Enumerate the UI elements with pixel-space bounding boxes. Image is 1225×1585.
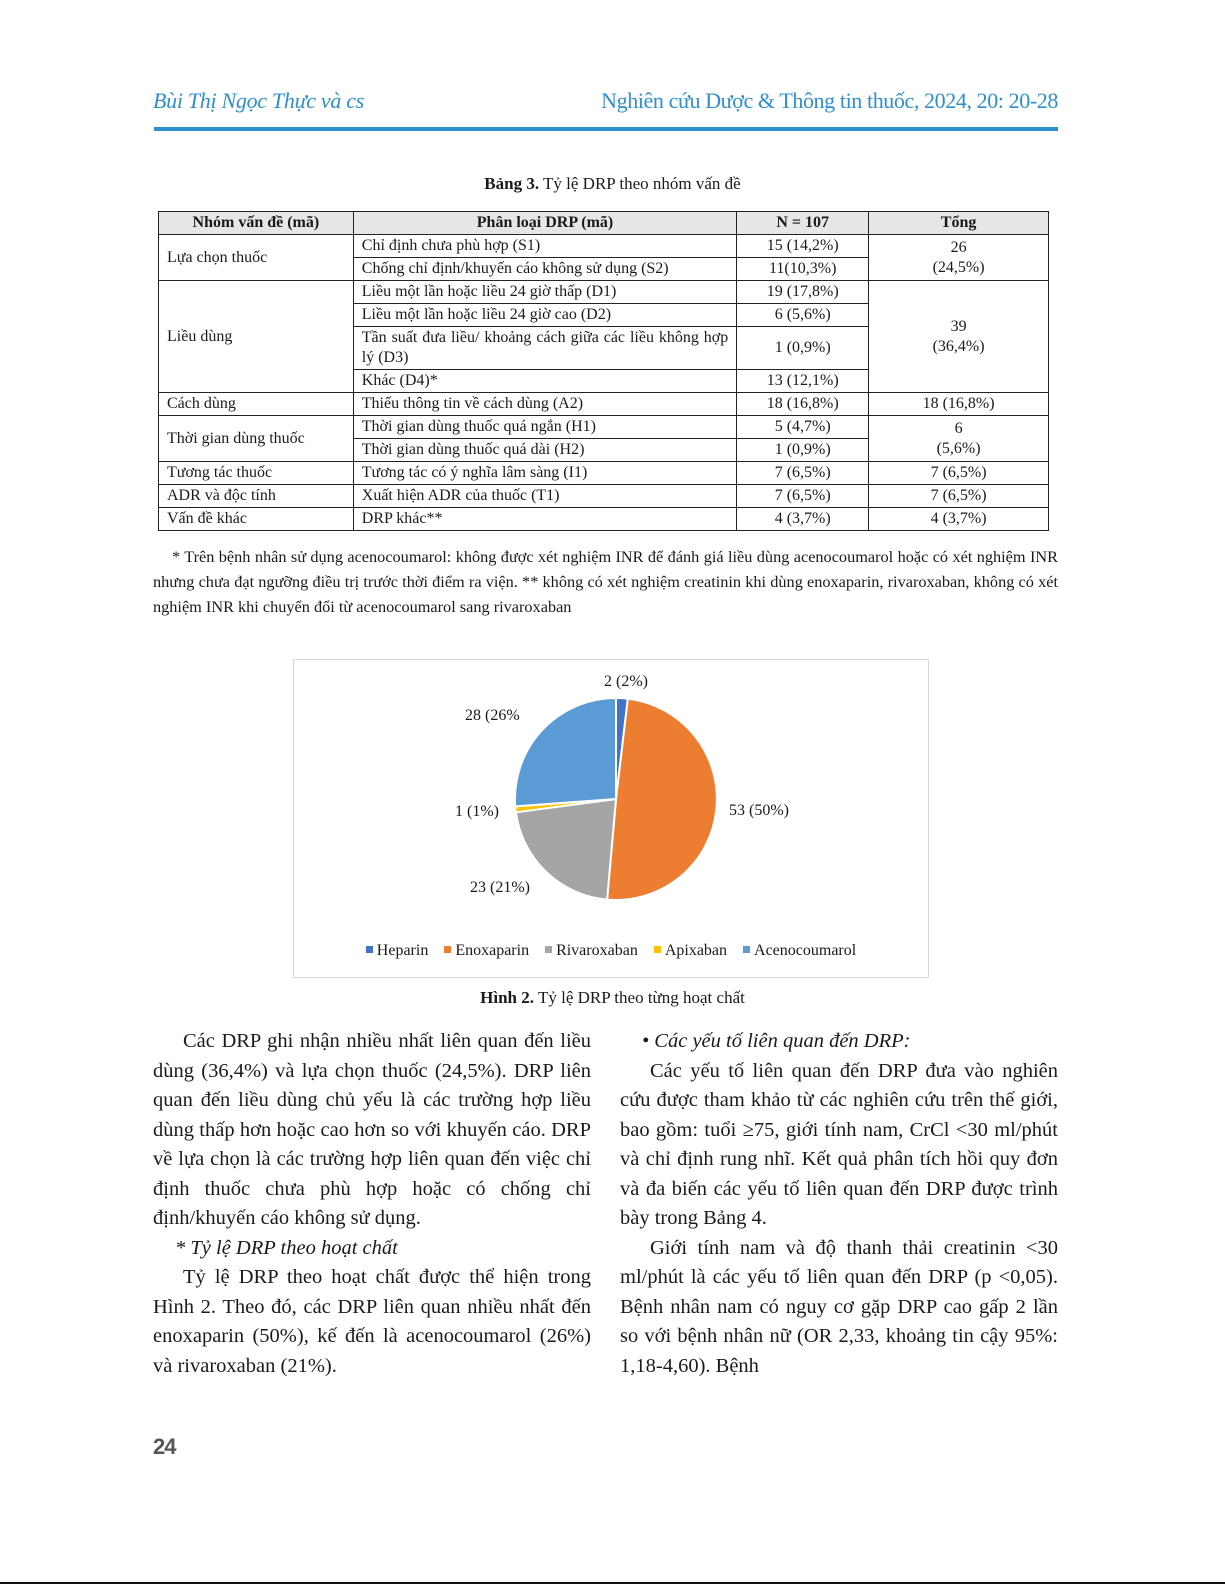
table-row xyxy=(159,416,1049,439)
drp-type-cell: Liều một lần hoặc liều 24 giờ cao (D2) xyxy=(353,304,737,327)
subheading: • Các yếu tố liên quan đến DRP: xyxy=(642,1030,911,1052)
legend-label: Heparin xyxy=(376,942,429,959)
count-cell: 1 (0,9%) xyxy=(737,439,869,462)
running-head-authors: Bùi Thị Ngọc Thực và cs xyxy=(153,88,365,113)
table-caption-label: Bảng 3. xyxy=(484,174,540,193)
legend-item-rivaroxaban xyxy=(545,942,638,960)
figure-caption xyxy=(0,988,1225,1008)
pie-slice-acenocoumarol xyxy=(515,698,616,806)
legend-swatch-icon xyxy=(366,946,373,953)
pie-slice-rivaroxaban xyxy=(516,799,616,900)
count-cell: 11(10,3%) xyxy=(737,258,869,281)
legend-item-heparin xyxy=(366,942,429,960)
figure-caption-label: Hình 2. xyxy=(480,988,535,1007)
legend-swatch-icon xyxy=(444,946,451,953)
count-cell: 1 (0,9%) xyxy=(737,327,869,370)
drp-type-cell: Thiếu thông tin về cách dùng (A2) xyxy=(353,393,737,416)
group-cell: Tương tác thuốc xyxy=(159,462,354,485)
group-cell: Liều dùng xyxy=(159,281,354,393)
drp-type-cell: Tương tác có ý nghĩa lâm sàng (I1) xyxy=(353,462,737,485)
total-cell: 7 (6,5%) xyxy=(869,485,1049,508)
paragraph: Giới tính nam và độ thanh thải creatinin <30 ml/phút là các yếu tố liên quan đến DRP (p <0,05). Bệnh nhân nam có nguy cơ gặp DRP cao gấp 2 lần so với bệnh nhân nữ (OR 2,33, khoảng tin cậy 95%: 1,18-4,60). Bệnh xyxy=(620,1236,1058,1377)
total-percent: (5,6%) xyxy=(936,439,981,457)
table-caption xyxy=(0,174,1225,194)
table-header-row xyxy=(159,212,1049,235)
count-cell: 19 (17,8%) xyxy=(737,281,869,304)
count-cell: 7 (6,5%) xyxy=(737,485,869,508)
legend-item-apixaban xyxy=(654,942,727,960)
drp-table xyxy=(158,211,1049,531)
pie-chart xyxy=(294,660,928,977)
figure-caption-text: Tỷ lệ DRP theo từng hoạt chất xyxy=(534,988,745,1007)
table-footnote: * Trên bệnh nhân sử dụng acenocoumarol: không được xét nghiệm INR để đánh giá liều dùng acenocoumarol hoặc có xét nghiệm INR nhưng chưa đạt ngưỡng điều trị trước thời điểm ra viện. ** không có xét nghiệm creatinin khi dùng enoxaparin, rivaroxaban, không có xét nghiệm INR khi chuyển đổi từ acenocoumarol sang rivaroxaban xyxy=(153,547,1058,616)
count-cell: 5 (4,7%) xyxy=(737,416,869,439)
total-cell: 7 (6,5%) xyxy=(869,462,1049,485)
count-cell: 15 (14,2%) xyxy=(737,235,869,258)
legend-label: Apixaban xyxy=(664,942,728,959)
legend-item-enoxaparin xyxy=(444,942,529,960)
legend-label: Rivaroxaban xyxy=(556,942,638,959)
column-header-total: Tổng xyxy=(869,212,1049,235)
chart-legend xyxy=(294,942,928,960)
running-head-journal: Nghiên cứu Dược & Thông tin thuốc, 2024, 20: 20-28 xyxy=(601,88,1058,113)
drp-type-cell: Liều một lần hoặc liều 24 giờ thấp (D1) xyxy=(353,281,737,304)
data-label-rivaroxaban: 23 (21%) xyxy=(470,879,530,896)
table-row xyxy=(159,393,1049,416)
legend-swatch-icon xyxy=(743,946,750,953)
total-cell: 4 (3,7%) xyxy=(869,508,1049,531)
drp-type-cell: Khác (D4)* xyxy=(353,370,737,393)
total-percent: (24,5%) xyxy=(932,258,985,276)
drp-type-cell: Tần suất đưa liều/ khoảng cách giữa các liều không hợp lý (D3) xyxy=(353,327,737,370)
group-cell: Vấn đề khác xyxy=(159,508,354,531)
table-row xyxy=(159,235,1049,258)
count-cell: 6 (5,6%) xyxy=(737,304,869,327)
drp-type-cell: Xuất hiện ADR của thuốc (T1) xyxy=(353,485,737,508)
bottom-rule xyxy=(0,1582,1225,1584)
count-cell: 7 (6,5%) xyxy=(737,462,869,485)
paragraph: Các yếu tố liên quan đến DRP đưa vào nghiên cứu được tham khảo từ các nghiên cứu trên thế giới, bao gồm: tuổi ≥75, giới tính nam, CrCl <30 ml/phút và chỉ định rung nhĩ. Kết quả phân tích hồi quy đơn và đa biến các yếu tố liên quan đến DRP được trình bày trong Bảng 4. xyxy=(620,1059,1058,1229)
column-header-classification: Phân loại DRP (mã) xyxy=(353,212,737,235)
subheading: * Tỷ lệ DRP theo hoạt chất xyxy=(175,1236,398,1259)
group-cell: Cách dùng xyxy=(159,393,354,416)
group-cell: Lựa chọn thuốc xyxy=(159,235,354,281)
page-number: 24 xyxy=(153,1434,176,1459)
table-caption-text: Tỷ lệ DRP theo nhóm vấn đề xyxy=(539,174,741,193)
data-label-apixaban: 1 (1%) xyxy=(455,803,499,820)
total-count: 39 xyxy=(950,317,967,335)
total-count: 6 xyxy=(954,419,963,437)
table-row xyxy=(159,485,1049,508)
drp-type-cell: Thời gian dùng thuốc quá dài (H2) xyxy=(353,439,737,462)
total-percent: (36,4%) xyxy=(932,337,985,355)
legend-label: Enoxaparin xyxy=(455,942,530,959)
drp-type-cell: Chỉ định chưa phù hợp (S1) xyxy=(353,235,737,258)
count-cell: 18 (16,8%) xyxy=(737,393,869,416)
table-row xyxy=(159,281,1049,304)
drp-type-cell: Chống chỉ định/khuyến cáo không sử dụng (S2) xyxy=(353,258,737,281)
body-column-left xyxy=(153,1027,591,1381)
data-label-heparin: 2 (2%) xyxy=(604,673,648,690)
legend-swatch-icon xyxy=(545,946,552,953)
legend-swatch-icon xyxy=(654,946,661,953)
paragraph: Tỷ lệ DRP theo hoạt chất được thể hiện trong Hình 2. Theo đó, các DRP liên quan nhiều nhất đến enoxaparin (50%), kế đến là acenocoumarol (26%) và rivaroxaban (21%). xyxy=(153,1266,591,1377)
table-row xyxy=(159,508,1049,531)
total-cell xyxy=(869,235,1049,281)
legend-label: Acenocoumarol xyxy=(754,942,857,959)
data-label-acenocoumarol: 28 (26% xyxy=(465,707,520,724)
legend-item-acenocoumarol xyxy=(743,942,856,960)
data-label-enoxaparin: 53 (50%) xyxy=(729,802,789,819)
total-cell: 18 (16,8%) xyxy=(869,393,1049,416)
group-cell: Thời gian dùng thuốc xyxy=(159,416,354,462)
count-cell: 13 (12,1%) xyxy=(737,370,869,393)
total-count: 26 xyxy=(950,238,967,256)
count-cell: 4 (3,7%) xyxy=(737,508,869,531)
header-rule xyxy=(154,127,1058,131)
group-cell: ADR và độc tính xyxy=(159,485,354,508)
table-row xyxy=(159,462,1049,485)
total-cell xyxy=(869,281,1049,393)
total-cell xyxy=(869,416,1049,462)
body-column-right xyxy=(620,1027,1058,1381)
running-head xyxy=(153,88,1058,120)
pie-slice-enoxaparin xyxy=(607,699,717,900)
column-header-n: N = 107 xyxy=(737,212,869,235)
drp-type-cell: Thời gian dùng thuốc quá ngắn (H1) xyxy=(353,416,737,439)
pie-chart-figure xyxy=(293,659,929,978)
column-header-group: Nhóm vấn đề (mã) xyxy=(159,212,354,235)
drp-type-cell: DRP khác** xyxy=(353,508,737,531)
paragraph: Các DRP ghi nhận nhiều nhất liên quan đến liều dùng (36,4%) và lựa chọn thuốc (24,5%). DRP liên quan đến liều dùng chủ yếu là các trường hợp liều dùng thấp hơn hoặc cao hơn so với khuyến cáo. DRP về lựa chọn là các trường hợp liên quan đến việc chỉ định thuốc chưa phù hợp hoặc có chống chỉ định/khuyến cáo không sử dụng. xyxy=(153,1030,591,1229)
